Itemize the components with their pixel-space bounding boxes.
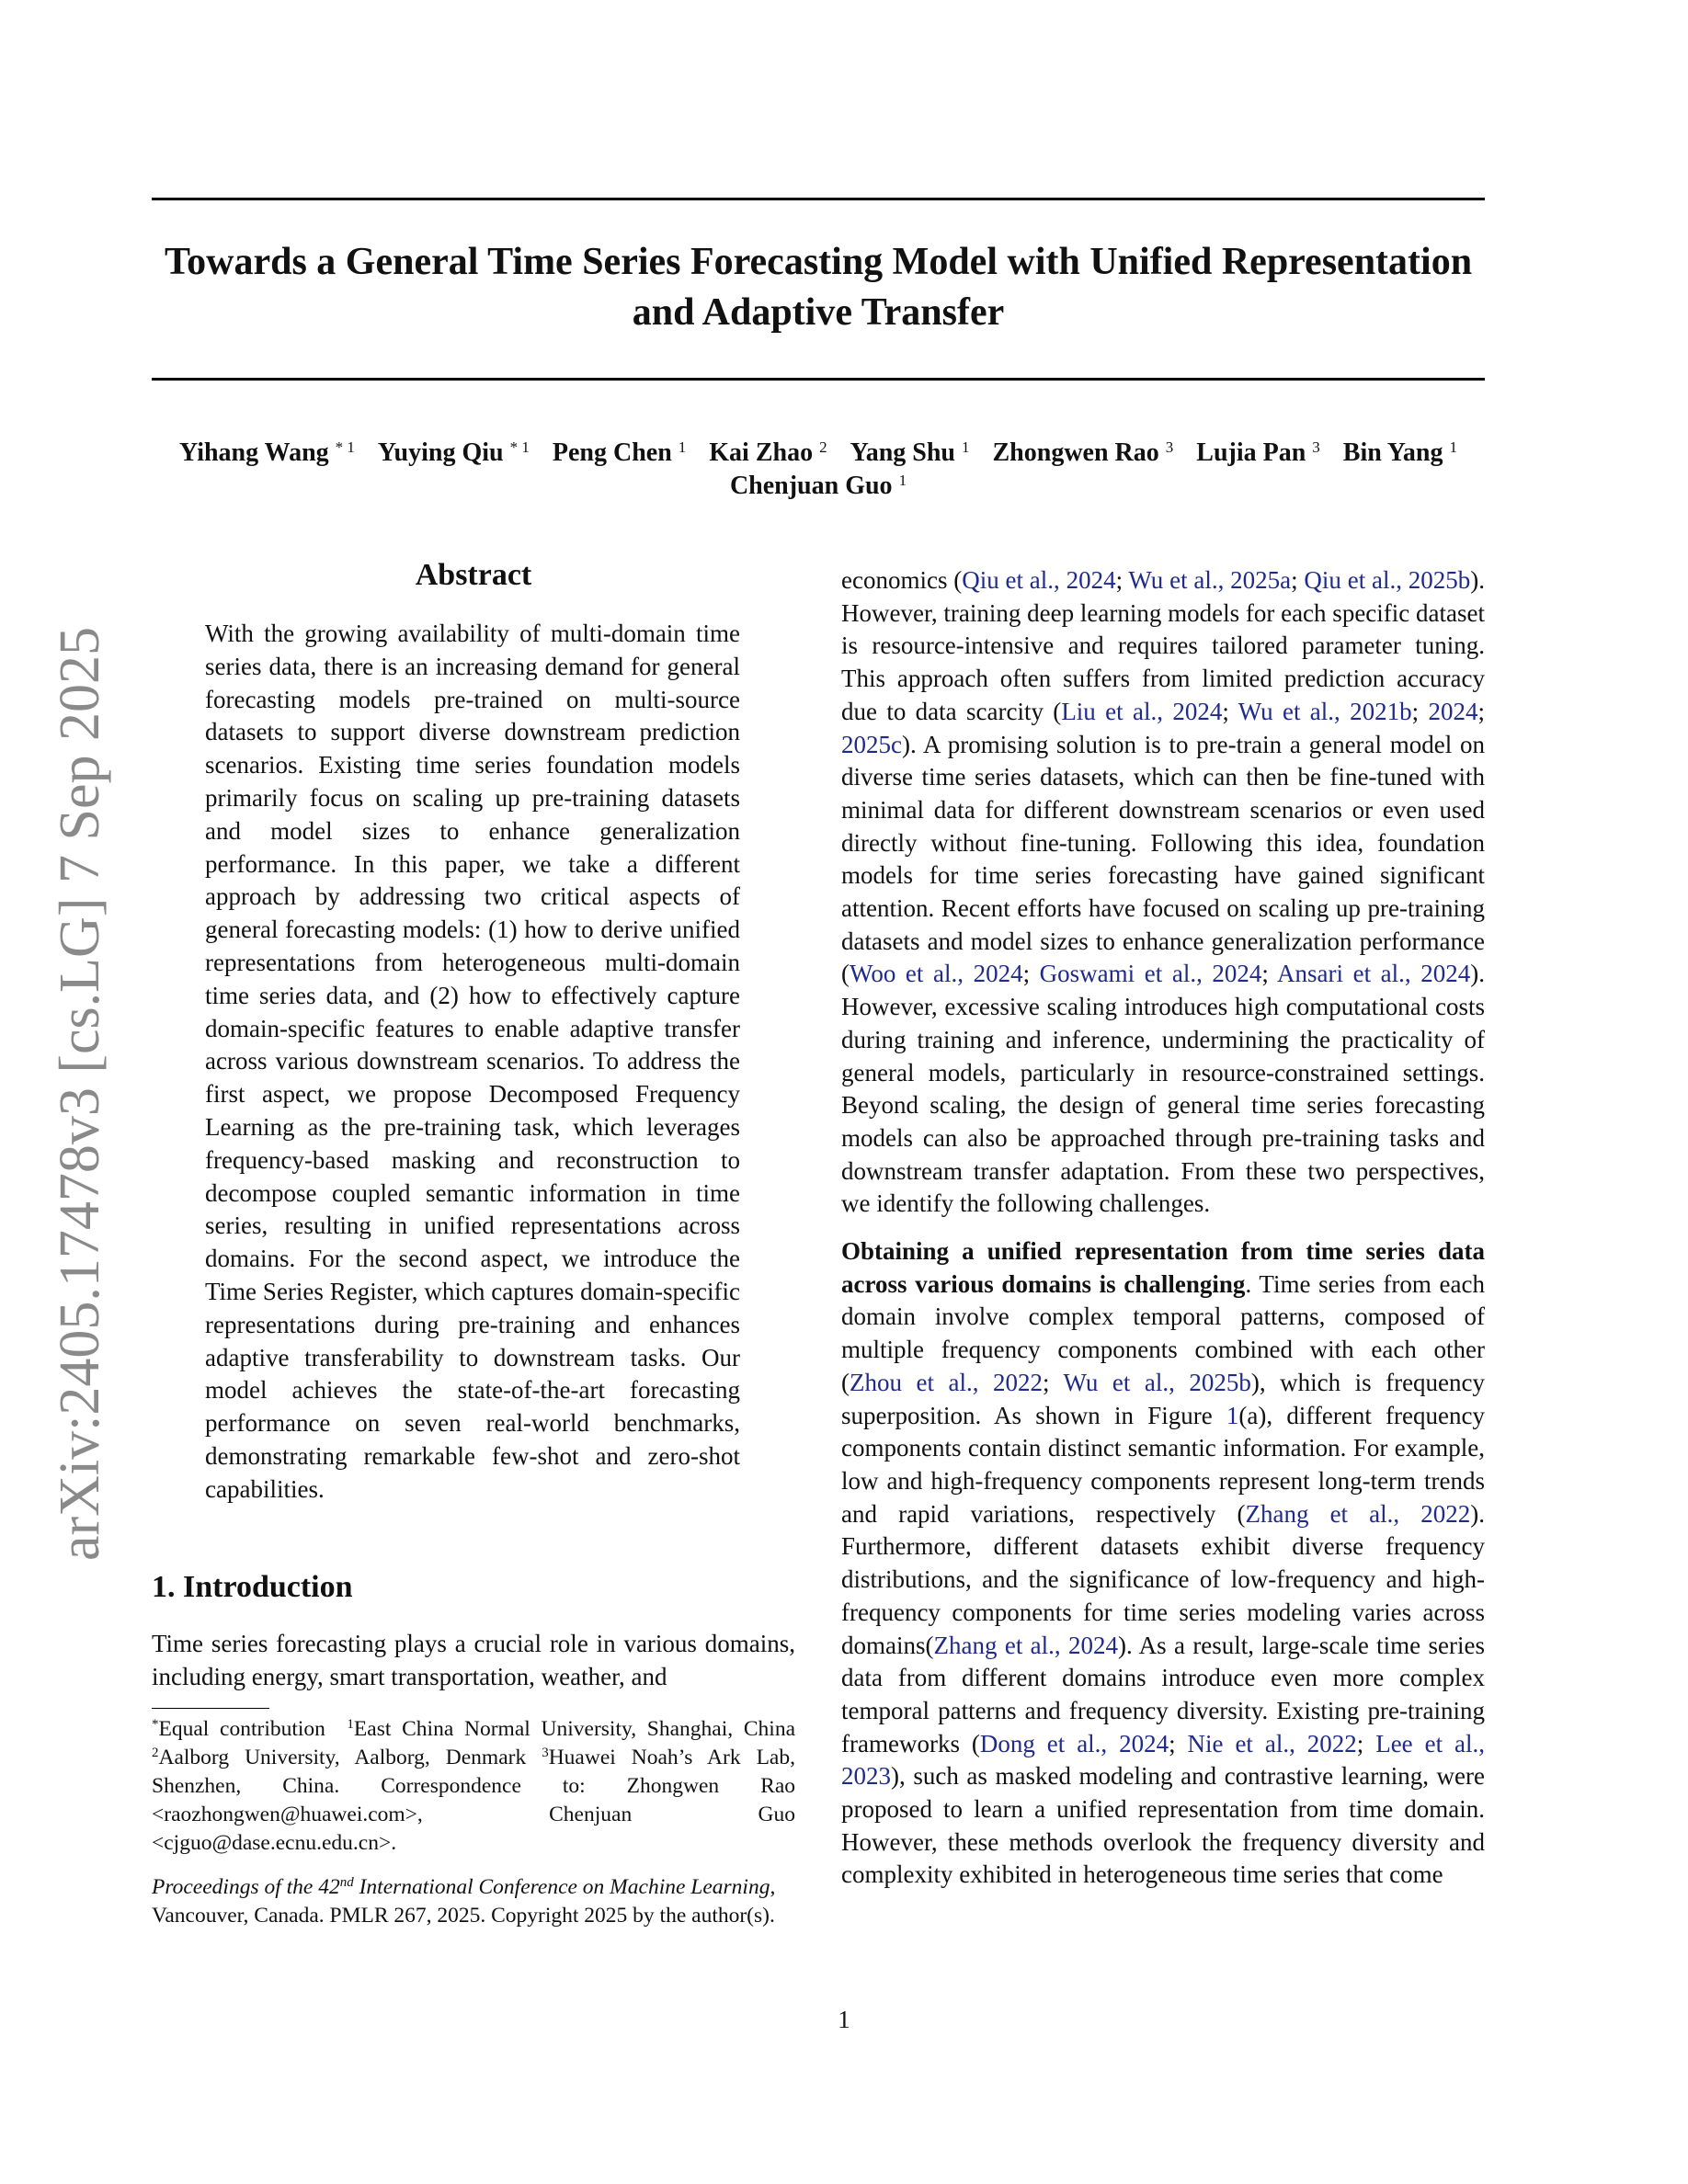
text-run: ). However, training deep learning models for each specific dataset is resource-intensive and requires tailored parameter tuning. This approach often suffers from limited prediction accuracy due to data scarcity ( [841, 566, 1486, 725]
text-run: ; [1169, 1729, 1188, 1757]
citation-link[interactable]: Woo et al., 2024 [850, 960, 1023, 988]
citation-link[interactable]: Zhang et al., 2024 [933, 1631, 1119, 1659]
text-run: economics ( [841, 566, 963, 594]
text-run: ), such as masked modeling and contrastive learning, were proposed to learn a unified representation from time domain. However, these methods overlook the frequency diversity and complexity exhibited in heterogeneous time series that come [841, 1762, 1485, 1889]
text-run: ; [1356, 1729, 1376, 1757]
author: Chenjuan Guo $^1$ [729, 472, 907, 500]
text-run: ). A promising solution is to pre-train a general model on diverse time series datasets, which can then be fine-tuned with minimal data for different downstream scenarios or even used directly without fine-tuning. Following this idea, foundation models for time series forecasting have gained significant attention. Recent efforts have focused on scaling up pre-training datasets and model sizes to enhance generalization performance ( [841, 730, 1485, 988]
title-rule-bottom [152, 378, 1485, 381]
text-run: ; [1115, 566, 1129, 594]
text-run: ; [1022, 960, 1040, 988]
text-run: ; [1477, 697, 1486, 725]
text-run: (a), different frequency components contain distinct semantic information. For example, low and high-frequency components represent long-term trends and rapid variations, respectively ( [841, 1401, 1485, 1528]
author: Kai Zhao $^2$ [709, 438, 827, 467]
text-run: ; [1261, 960, 1278, 988]
proceedings-note: Proceedings of the 42nd International Conference on Machine Learning, Vancouver, Canada. PMLR 267, 2025. Copyright 2025 by the author(s). [152, 1875, 776, 1928]
body-paragraph [841, 564, 1485, 1221]
introduction-paragraph: Time series forecasting plays a crucial role in various domains, including energy, smart transportation, weather, and [152, 1630, 795, 1690]
text-run: ; [1411, 697, 1429, 725]
author: Peng Chen $^1$ [552, 438, 687, 467]
citation-link[interactable]: Zhou et al., 2022 [850, 1368, 1043, 1396]
text-run: ). Furthermore, different datasets exhibit diverse frequency distributions, and the significance of low-frequency and high-frequency components for time series modeling varies across domains( [841, 1499, 1485, 1659]
author-list [152, 437, 1485, 503]
abstract-heading: Abstract [415, 558, 532, 592]
citation-link[interactable]: Nie et al., 2022 [1187, 1729, 1357, 1757]
text-run: ; [1042, 1368, 1064, 1396]
text-run: ). However, excessive scaling introduces high computational costs during training and inference, undermining the practicality of general models, particularly in resource-constrained settings. Beyond scaling, the design of general time series forecasting models can also be approached through pre-training tasks and downstream transfer adaptation. From these two perspectives, we identify the following challenges. [841, 960, 1486, 1218]
text-run: ; [1291, 566, 1305, 594]
right-column [841, 564, 1485, 1892]
bold-claim: Obtaining a unified representation from time series data across various domains is challenging [841, 1237, 1485, 1298]
paper-title: Towards a General Time Series Forecasting Model with Unified Representation and Adaptive Transfer [164, 241, 1473, 334]
author: Yihang Wang $^{* 1}$ [179, 438, 355, 467]
citation-link[interactable]: 2025c [841, 730, 902, 758]
title-rule-top [152, 198, 1485, 200]
citation-link[interactable]: Goswami et al., 2024 [1039, 960, 1262, 988]
citation-link[interactable]: Wu et al., 2025a [1128, 566, 1292, 594]
citation-link[interactable]: Qiu et al., 2025b [1304, 566, 1471, 594]
author: Zhongwen Rao $^3$ [992, 438, 1174, 467]
section-heading-introduction: 1. Introduction [152, 1570, 353, 1604]
citation-link[interactable]: Wu et al., 2025b [1063, 1368, 1251, 1396]
citation-link[interactable]: Dong et al., 2024 [979, 1729, 1169, 1757]
affiliations-footnote: *Equal contribution $^1$East China Normal University, Shanghai, China $^2$Aalborg University, Aalborg, Denmark $^3$Huawei Noah’s Ark Lab, Shenzhen, China. Correspondence to: Zhongwen Rao <raozhongwen@huawei.com>, Chenjuan Guo <cjguo@dase.ecnu.edu.cn>. [152, 1717, 796, 1855]
author: Yuying Qiu $^{* 1}$ [377, 438, 530, 467]
author: Yang Shu $^1$ [850, 438, 970, 467]
text-run: ), which is frequency superposition. As shown in Figure [841, 1368, 1486, 1429]
author: Lujia Pan $^3$ [1196, 438, 1320, 467]
author: Bin Yang $^1$ [1342, 438, 1457, 467]
footnote-rule [152, 1708, 269, 1709]
citation-link[interactable]: 1 [1226, 1401, 1239, 1429]
abstract-body: With the growing availability of multi-domain time series data, there is an increasing demand for general forecasting models pre-trained on multi-source datasets to support diverse downstream prediction scenarios. Existing time series foundation models primarily focus on scaling up pre-training datasets and model sizes to enhance generalization performance. In this paper, we take a different approach by addressing two critical aspects of general forecasting models: (1) how to derive unified representations from heterogeneous multi-domain time series data, and (2) how to effectively capture domain-specific features to enable adaptive transfer across various downstream scenarios. To address the first aspect, we propose Decomposed Frequency Learning as the pre-training task, which leverages frequency-based masking and reconstruction to decompose coupled semantic information in time series, resulting in unified representations across domains. For the second aspect, we introduce the Time Series Register, which captures domain-specific representations during pre-training and enhances adaptive transferability to downstream tasks. Our model achieves the state-of-the-art forecasting performance on seven real-world benchmarks, demonstrating remarkable few-shot and zero-shot capabilities. [205, 620, 740, 1503]
citation-link[interactable]: Qiu et al., 2024 [962, 566, 1116, 594]
citation-link[interactable]: Wu et al., 2021b [1237, 697, 1412, 725]
citation-link[interactable]: Lee et al., 2023 [841, 1729, 1485, 1791]
text-run: ). As a result, large-scale time series data from different domains introduce even more complex temporal patterns and frequency diversity. Existing pre-training frameworks ( [841, 1631, 1485, 1757]
citation-link[interactable]: Liu et al., 2024 [1061, 697, 1223, 725]
citation-link[interactable]: 2024 [1428, 697, 1478, 725]
body-paragraph [841, 1235, 1485, 1892]
arxiv-identifier: arXiv:2405.17478v3 [cs.LG] 7 Sep 2025 [49, 627, 111, 1561]
citation-link[interactable]: Ansari et al., 2024 [1277, 960, 1471, 988]
citation-link[interactable]: Zhang et al., 2022 [1245, 1499, 1471, 1528]
page-number: 1 [838, 2006, 850, 2033]
text-run: . Time series from each domain involve complex temporal patterns, composed of multiple frequency components combined with each other ( [841, 1269, 1485, 1396]
text-run: ; [1222, 697, 1238, 725]
